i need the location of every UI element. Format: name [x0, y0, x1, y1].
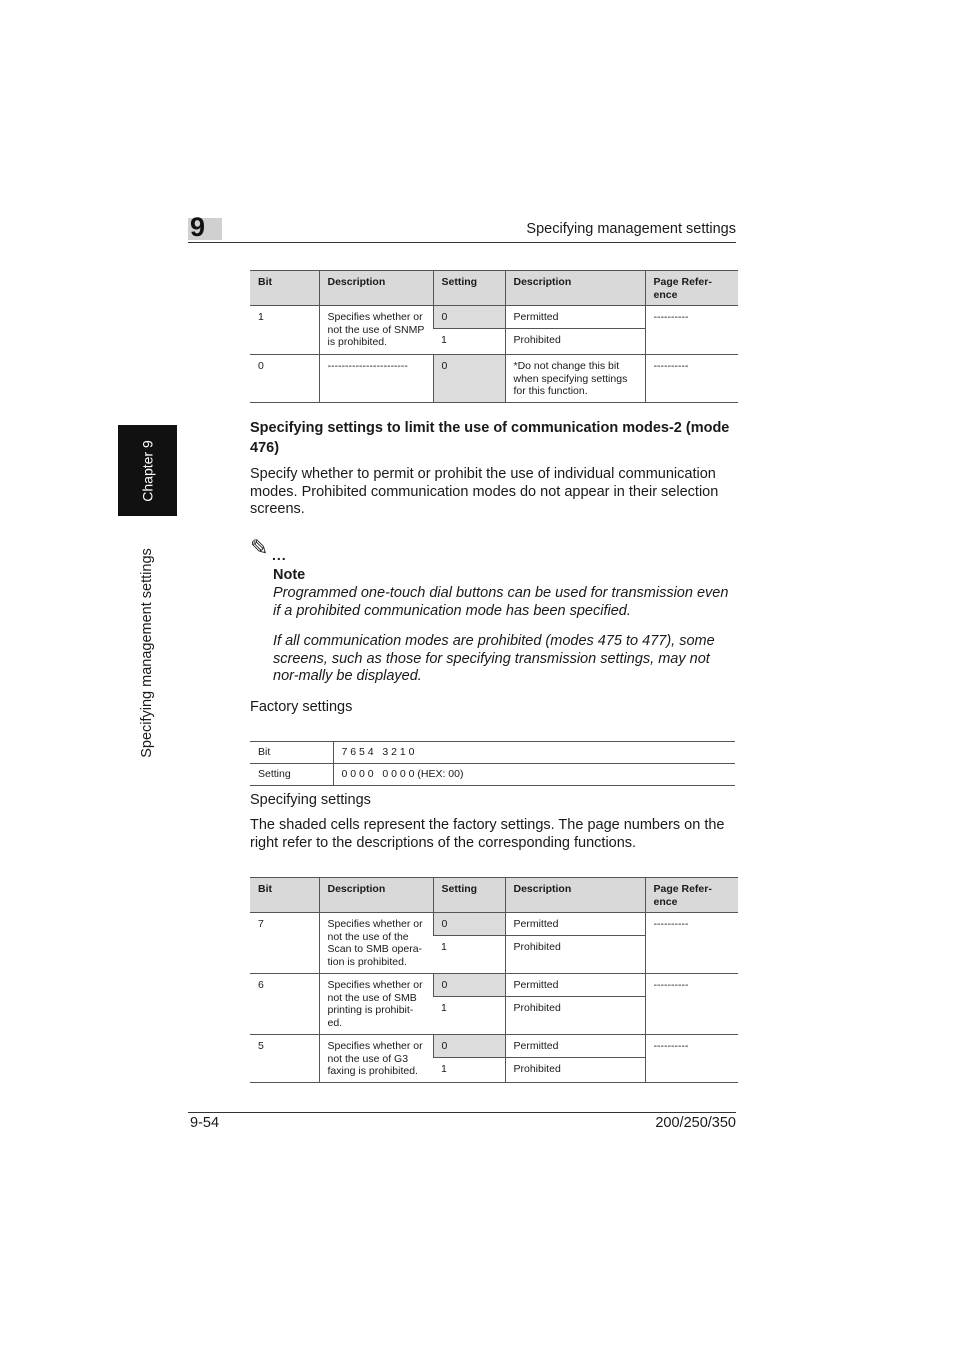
table-row [250, 1035, 738, 1058]
cell-description: Specifies whether or not the use of the Scan to SMB opera-tion is prohibited. [319, 913, 433, 974]
cell-result: Prohibited [505, 1058, 645, 1083]
cell-bit: 5 [250, 1035, 319, 1083]
factory-settings-table [250, 741, 735, 786]
cell-result: Prohibited [505, 329, 645, 355]
cell-bit: 1 [250, 306, 319, 355]
note-dots: ... [272, 547, 287, 563]
col-header-result: Description [505, 271, 645, 306]
cell-setting: 1 [433, 329, 505, 355]
cell-setting: 0 [433, 355, 505, 403]
cell-setting: 1 [433, 1058, 505, 1083]
chapter-side-tab-label-wrap [118, 425, 177, 516]
pencil-icon: ✎ [250, 535, 269, 560]
cell-result: Permitted [505, 1035, 645, 1058]
table-header-row [250, 271, 738, 306]
table-header-row [250, 878, 738, 913]
cell-setting: 0 [433, 1035, 505, 1058]
cell-description: ----------------------- [319, 355, 433, 403]
cell-bit: 7 [250, 913, 319, 974]
cell-result: Permitted [505, 913, 645, 936]
specifying-settings-title: Specifying settings [250, 792, 371, 808]
cell-setting: 0 [433, 306, 505, 329]
cell-description: Specifies whether or not the use of G3 faxing is prohibited. [319, 1035, 433, 1083]
specifying-settings-body: The shaded cells represent the factory settings. The page numbers on the right refer to the descriptions of the corresponding functions. [250, 817, 725, 851]
cell-page-reference: ---------- [645, 913, 738, 974]
col-header-bit: Bit [250, 271, 319, 306]
cell-page-reference: ---------- [645, 974, 738, 1035]
cell-setting: 0 [433, 974, 505, 997]
col-header-description: Description [319, 271, 433, 306]
cell-bit: 0 [250, 355, 319, 403]
col-header-page-reference: Page Refer- ence [645, 271, 738, 306]
cell-description: Specifies whether or not the use of SMB printing is prohibit-ed. [319, 974, 433, 1035]
factory-value-bit: 7 6 5 4 3 2 1 0 [333, 742, 735, 764]
cell-page-reference: ---------- [645, 306, 738, 355]
cell-setting: 1 [433, 997, 505, 1035]
cell-description: Specifies whether or not the use of SNMP is prohibited. [319, 306, 433, 355]
col-header-bit: Bit [250, 878, 319, 913]
running-header-title: Specifying management settings [526, 221, 736, 237]
bit-table-1 [250, 270, 738, 403]
factory-value-setting: 0 0 0 0 0 0 0 0 (HEX: 00) [333, 764, 735, 786]
cell-result: *Do not change this bit when specifying settings for this function. [505, 355, 645, 403]
chapter-number: 9 [190, 212, 206, 242]
factory-label-setting: Setting [250, 764, 333, 786]
cell-setting: 1 [433, 936, 505, 974]
model-number: 200/250/350 [655, 1115, 736, 1131]
cell-result: Prohibited [505, 997, 645, 1035]
table-row [250, 974, 738, 997]
cell-setting: 0 [433, 913, 505, 936]
chapter-side-tab-label: Chapter 9 [139, 439, 156, 502]
cell-result: Permitted [505, 306, 645, 329]
bit-table-2 [250, 877, 738, 1083]
table-row [250, 306, 738, 329]
table-row [250, 355, 738, 403]
col-header-setting: Setting [433, 878, 505, 913]
cell-page-reference: ---------- [645, 355, 738, 403]
cell-page-reference: ---------- [645, 1035, 738, 1083]
note-paragraph-2: If all communication modes are prohibited (modes 475 to 477), some screens, such as those for specifying transmission settings, may not nor-mally be displayed. [273, 633, 715, 685]
cell-result: Permitted [505, 974, 645, 997]
table-row [250, 742, 735, 764]
page-number: 9-54 [190, 1115, 220, 1131]
section-body: Specify whether to permit or prohibit the use of individual communication modes. Prohibited communication modes do not appear in their selection screens. [250, 466, 719, 518]
note-label: Note [273, 567, 306, 583]
table-row [250, 913, 738, 936]
cell-result: Prohibited [505, 936, 645, 974]
header-rule [188, 242, 736, 243]
note-paragraph-1: Programmed one-touch dial buttons can be used for transmission even if a prohibited communication mode has been specified. [273, 585, 729, 619]
col-header-setting: Setting [433, 271, 505, 306]
factory-label-bit: Bit [250, 742, 333, 764]
col-header-result: Description [505, 878, 645, 913]
table-row [250, 764, 735, 786]
footer-rule [188, 1112, 736, 1113]
section-side-label: Specifying management settings [139, 548, 156, 758]
col-header-description: Description [319, 878, 433, 913]
section-heading: Specifying settings to limit the use of communication modes-2 (mode 476) [250, 420, 730, 456]
cell-bit: 6 [250, 974, 319, 1035]
col-header-page-reference: Page Refer- ence [645, 878, 738, 913]
factory-settings-title: Factory settings [250, 699, 353, 715]
section-side-label-wrap [127, 530, 167, 776]
